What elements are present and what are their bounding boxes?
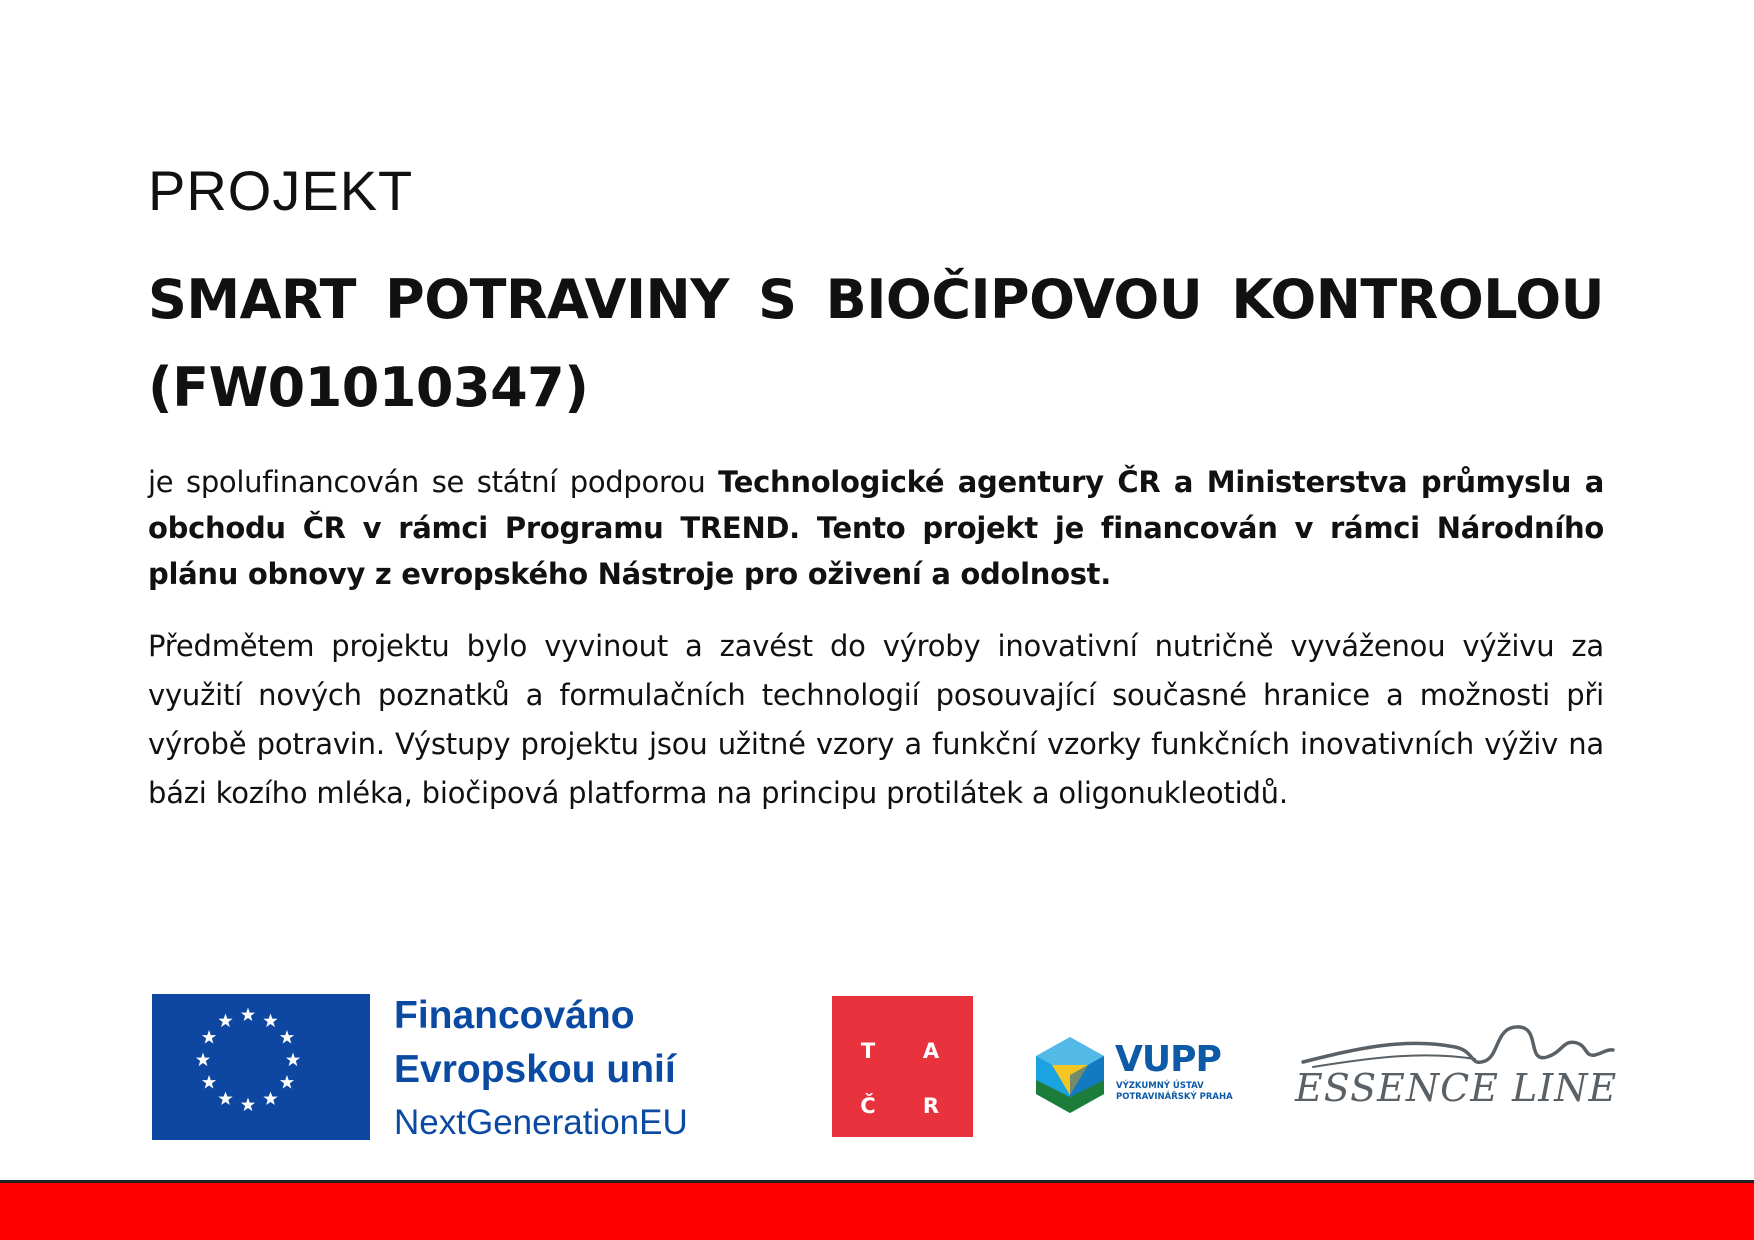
vupp-subtitle-line1: VÝZKUMNÝ ÚSTAV (1116, 1081, 1204, 1091)
eu-star-icon (196, 1053, 210, 1067)
essence-line-wordmark: ESSENCE LINE (1295, 1066, 1618, 1110)
eu-star-icon (280, 1030, 294, 1044)
vupp-name: VUPP (1115, 1039, 1221, 1080)
eu-text-line3: NextGenerationEU (394, 1103, 688, 1142)
funding-intro-text: je spolufinancován se státní podporou (148, 465, 719, 499)
eu-text-line1: Financováno (394, 994, 635, 1037)
tacr-letter-r: R (922, 1094, 940, 1118)
eu-star-icon (280, 1075, 294, 1089)
tacr-letter-c: Č (860, 1094, 876, 1118)
tacr-letter-t: T (860, 1039, 876, 1063)
funding-statement (148, 459, 1604, 597)
vupp-hexagon-icon (1030, 1035, 1110, 1115)
logo-strip (0, 985, 1754, 1145)
eu-star-icon (241, 1098, 255, 1112)
footer-red-bar (0, 1183, 1754, 1240)
vupp-subtitle (1116, 1081, 1256, 1103)
project-title: SMART POTRAVINY S BIOČIPOVOU KONTROLOU (FW01010347) (148, 268, 1604, 419)
eu-star-icon (202, 1075, 216, 1089)
project-label: PROJEKT (148, 159, 414, 222)
eu-funding-text (394, 989, 734, 1149)
eu-star-icon (218, 1091, 232, 1105)
eu-star-icon (241, 1008, 255, 1022)
eu-star-icon (218, 1014, 232, 1028)
funding-agencies-text: Technologické agentury ČR a Ministerstva průmyslu a obchodu ČR v rámci Programu TREND. Tento projekt je financován v rámci Národního plánu obnovy z evropského Nástroje pro oživení a odolnost. (148, 465, 1604, 591)
vupp-subtitle-line2: POTRAVINÁŘSKÝ PRAHA (1116, 1092, 1233, 1102)
tacr-letter-a: A (922, 1039, 940, 1063)
eu-flag-logo (152, 994, 370, 1140)
eu-star-icon (202, 1030, 216, 1044)
eu-text-line2: Evropskou unií (394, 1048, 676, 1091)
eu-star-icon (263, 1014, 277, 1028)
eu-star-icon (263, 1091, 277, 1105)
tacr-logo (832, 996, 973, 1137)
vupp-logo (1030, 1035, 1250, 1125)
eu-star-icon (286, 1053, 300, 1067)
project-description: Předmětem projektu bylo vyvinout a zavést do výroby inovativní nutričně vyváženou výživu za využití nových poznatků a formulačních technologií posouvající současné hranice a možnosti při výrobě potravin. Výstupy projektu jsou užitné vzory a funkční vzorky funkčních inovativních výživ na bázi kozího mléka, biočipová platforma na principu protilátek a oligonukleotidů. (148, 629, 1604, 810)
eu-stars-icon (152, 994, 370, 1140)
essence-line-logo (1295, 1017, 1618, 1127)
